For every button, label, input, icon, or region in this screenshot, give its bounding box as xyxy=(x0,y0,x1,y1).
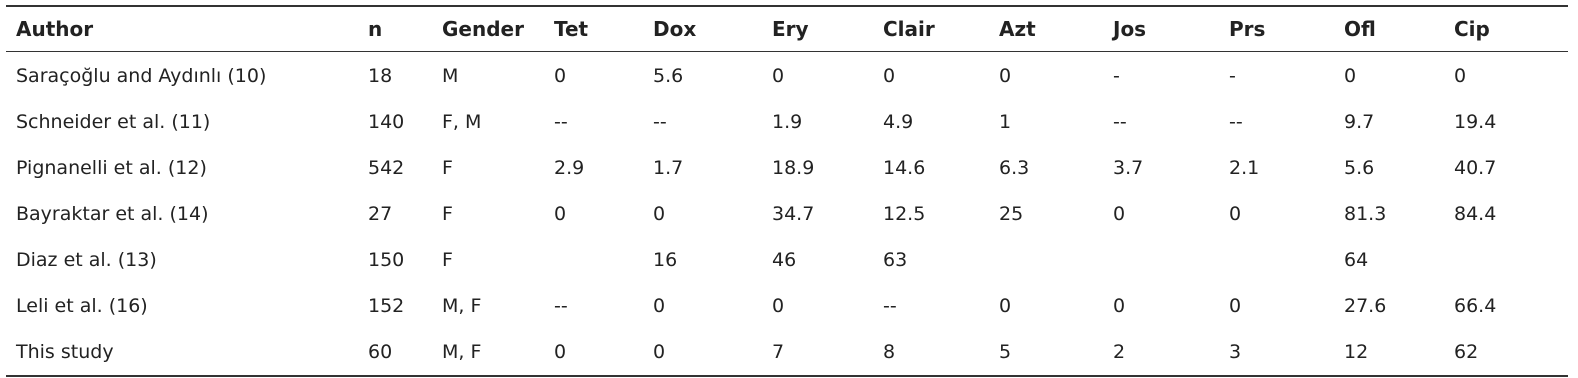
table-cell: 1 xyxy=(999,111,1012,133)
table-cell: 2 xyxy=(1113,341,1126,363)
table-cell xyxy=(1444,237,1568,283)
table-cell: 0 xyxy=(653,295,666,317)
table-cell: 81.3 xyxy=(1344,203,1387,225)
table-cell: 0 xyxy=(883,64,896,87)
table-cell: 0 xyxy=(999,295,1012,317)
table-cell: M, F xyxy=(442,295,482,317)
table-cell: 152 xyxy=(368,295,405,317)
table-cell: M xyxy=(442,64,459,87)
column-header-author: Author xyxy=(16,17,94,41)
column-header-ery: Ery xyxy=(772,17,809,41)
table-cell: M, F xyxy=(442,341,482,363)
table-cell: 0 xyxy=(1229,295,1242,317)
table-cell: Diaz et al. (13) xyxy=(16,249,157,271)
table-cell: F xyxy=(442,157,453,179)
table-cell: 0 xyxy=(554,203,567,225)
table-cell: -- xyxy=(554,295,568,317)
table-cell xyxy=(989,237,1103,283)
table-cell: 12 xyxy=(1344,341,1369,363)
table-cell: 0 xyxy=(999,64,1012,87)
table-cell: F xyxy=(442,203,453,225)
table-cell: 0 xyxy=(1454,64,1467,87)
table-cell: 34.7 xyxy=(772,203,815,225)
table-cell: 1.9 xyxy=(772,111,803,133)
table-cell: Leli et al. (16) xyxy=(16,295,148,317)
table-cell: 6.3 xyxy=(999,157,1030,179)
table-cell: 2.1 xyxy=(1229,157,1260,179)
table-cell: 18 xyxy=(368,64,393,87)
table-cell: 5 xyxy=(999,341,1012,363)
table-cell: 542 xyxy=(368,157,405,179)
table-cell xyxy=(1219,237,1334,283)
table-container xyxy=(6,5,1568,377)
table-row xyxy=(6,52,1568,100)
table-cell: 0 xyxy=(1113,295,1126,317)
table-cell: This study xyxy=(16,341,114,363)
table-cell: - xyxy=(1113,64,1120,87)
column-header-clair: Clair xyxy=(883,17,935,41)
table-cell xyxy=(1103,237,1219,283)
table-cell: 63 xyxy=(883,249,908,271)
column-header-jos: Jos xyxy=(1113,17,1147,41)
table-cell: 0 xyxy=(1229,203,1242,225)
header-row xyxy=(6,6,1568,52)
table-cell: 18.9 xyxy=(772,157,815,179)
table-cell: - xyxy=(1229,64,1236,87)
table-cell: F, M xyxy=(442,111,482,133)
table-cell: 84.4 xyxy=(1454,203,1497,225)
table-cell: Bayraktar et al. (14) xyxy=(16,203,209,225)
table-cell: 5.6 xyxy=(653,64,684,87)
table-row xyxy=(6,99,1568,145)
resistance-table xyxy=(6,5,1568,377)
column-header-cip: Cip xyxy=(1454,17,1490,41)
table-cell: 140 xyxy=(368,111,405,133)
table-cell: 4.9 xyxy=(883,111,914,133)
table-cell: -- xyxy=(653,111,667,133)
table-cell: 1.7 xyxy=(653,157,684,179)
table-cell: 0 xyxy=(554,64,567,87)
table-cell: 9.7 xyxy=(1344,111,1375,133)
table-cell: 0 xyxy=(1113,203,1126,225)
table-cell: 3 xyxy=(1229,341,1242,363)
table-cell: -- xyxy=(883,295,897,317)
table-cell: Saraçoğlu and Aydınlı (10) xyxy=(16,64,267,87)
table-cell: 40.7 xyxy=(1454,157,1497,179)
table-cell: 64 xyxy=(1344,249,1369,271)
table-cell: 14.6 xyxy=(883,157,926,179)
table-cell: 62 xyxy=(1454,341,1479,363)
column-header-prs: Prs xyxy=(1229,17,1266,41)
table-cell: 0 xyxy=(772,64,785,87)
table-row xyxy=(6,191,1568,237)
table-cell: 19.4 xyxy=(1454,111,1497,133)
table-cell: 12.5 xyxy=(883,203,926,225)
table-cell: 0 xyxy=(653,341,666,363)
table-cell: 3.7 xyxy=(1113,157,1144,179)
column-header-ofl: Ofl xyxy=(1344,17,1376,41)
table-cell: 25 xyxy=(999,203,1024,225)
column-header-tet: Tet xyxy=(554,17,589,41)
column-header-dox: Dox xyxy=(653,17,697,41)
table-cell xyxy=(544,237,643,283)
table-cell: Schneider et al. (11) xyxy=(16,111,211,133)
column-header-gender: Gender xyxy=(442,17,524,41)
table-cell: -- xyxy=(1113,111,1127,133)
table-cell: 7 xyxy=(772,341,785,363)
table-cell: 5.6 xyxy=(1344,157,1375,179)
table-cell: 0 xyxy=(772,295,785,317)
table-cell: 150 xyxy=(368,249,405,271)
table-cell: Pignanelli et al. (12) xyxy=(16,157,207,179)
table-row xyxy=(6,283,1568,329)
table-cell: -- xyxy=(554,111,568,133)
table-cell: 60 xyxy=(368,341,393,363)
table-cell: 27 xyxy=(368,203,393,225)
table-cell: -- xyxy=(1229,111,1243,133)
table-cell: 8 xyxy=(883,341,896,363)
table-cell: 66.4 xyxy=(1454,295,1497,317)
table-cell: 16 xyxy=(653,249,678,271)
column-header-n: n xyxy=(368,17,383,41)
table-cell: 0 xyxy=(1344,64,1357,87)
table-row xyxy=(6,237,1568,283)
table-cell: 0 xyxy=(653,203,666,225)
table-cell: 2.9 xyxy=(554,157,585,179)
table-row xyxy=(6,145,1568,191)
table-cell: 0 xyxy=(554,341,567,363)
table-cell: 27.6 xyxy=(1344,295,1387,317)
table-body xyxy=(6,52,1568,377)
table-row xyxy=(6,329,1568,376)
table-cell: 46 xyxy=(772,249,797,271)
column-header-azt: Azt xyxy=(999,17,1036,41)
table-cell: F xyxy=(442,249,453,271)
